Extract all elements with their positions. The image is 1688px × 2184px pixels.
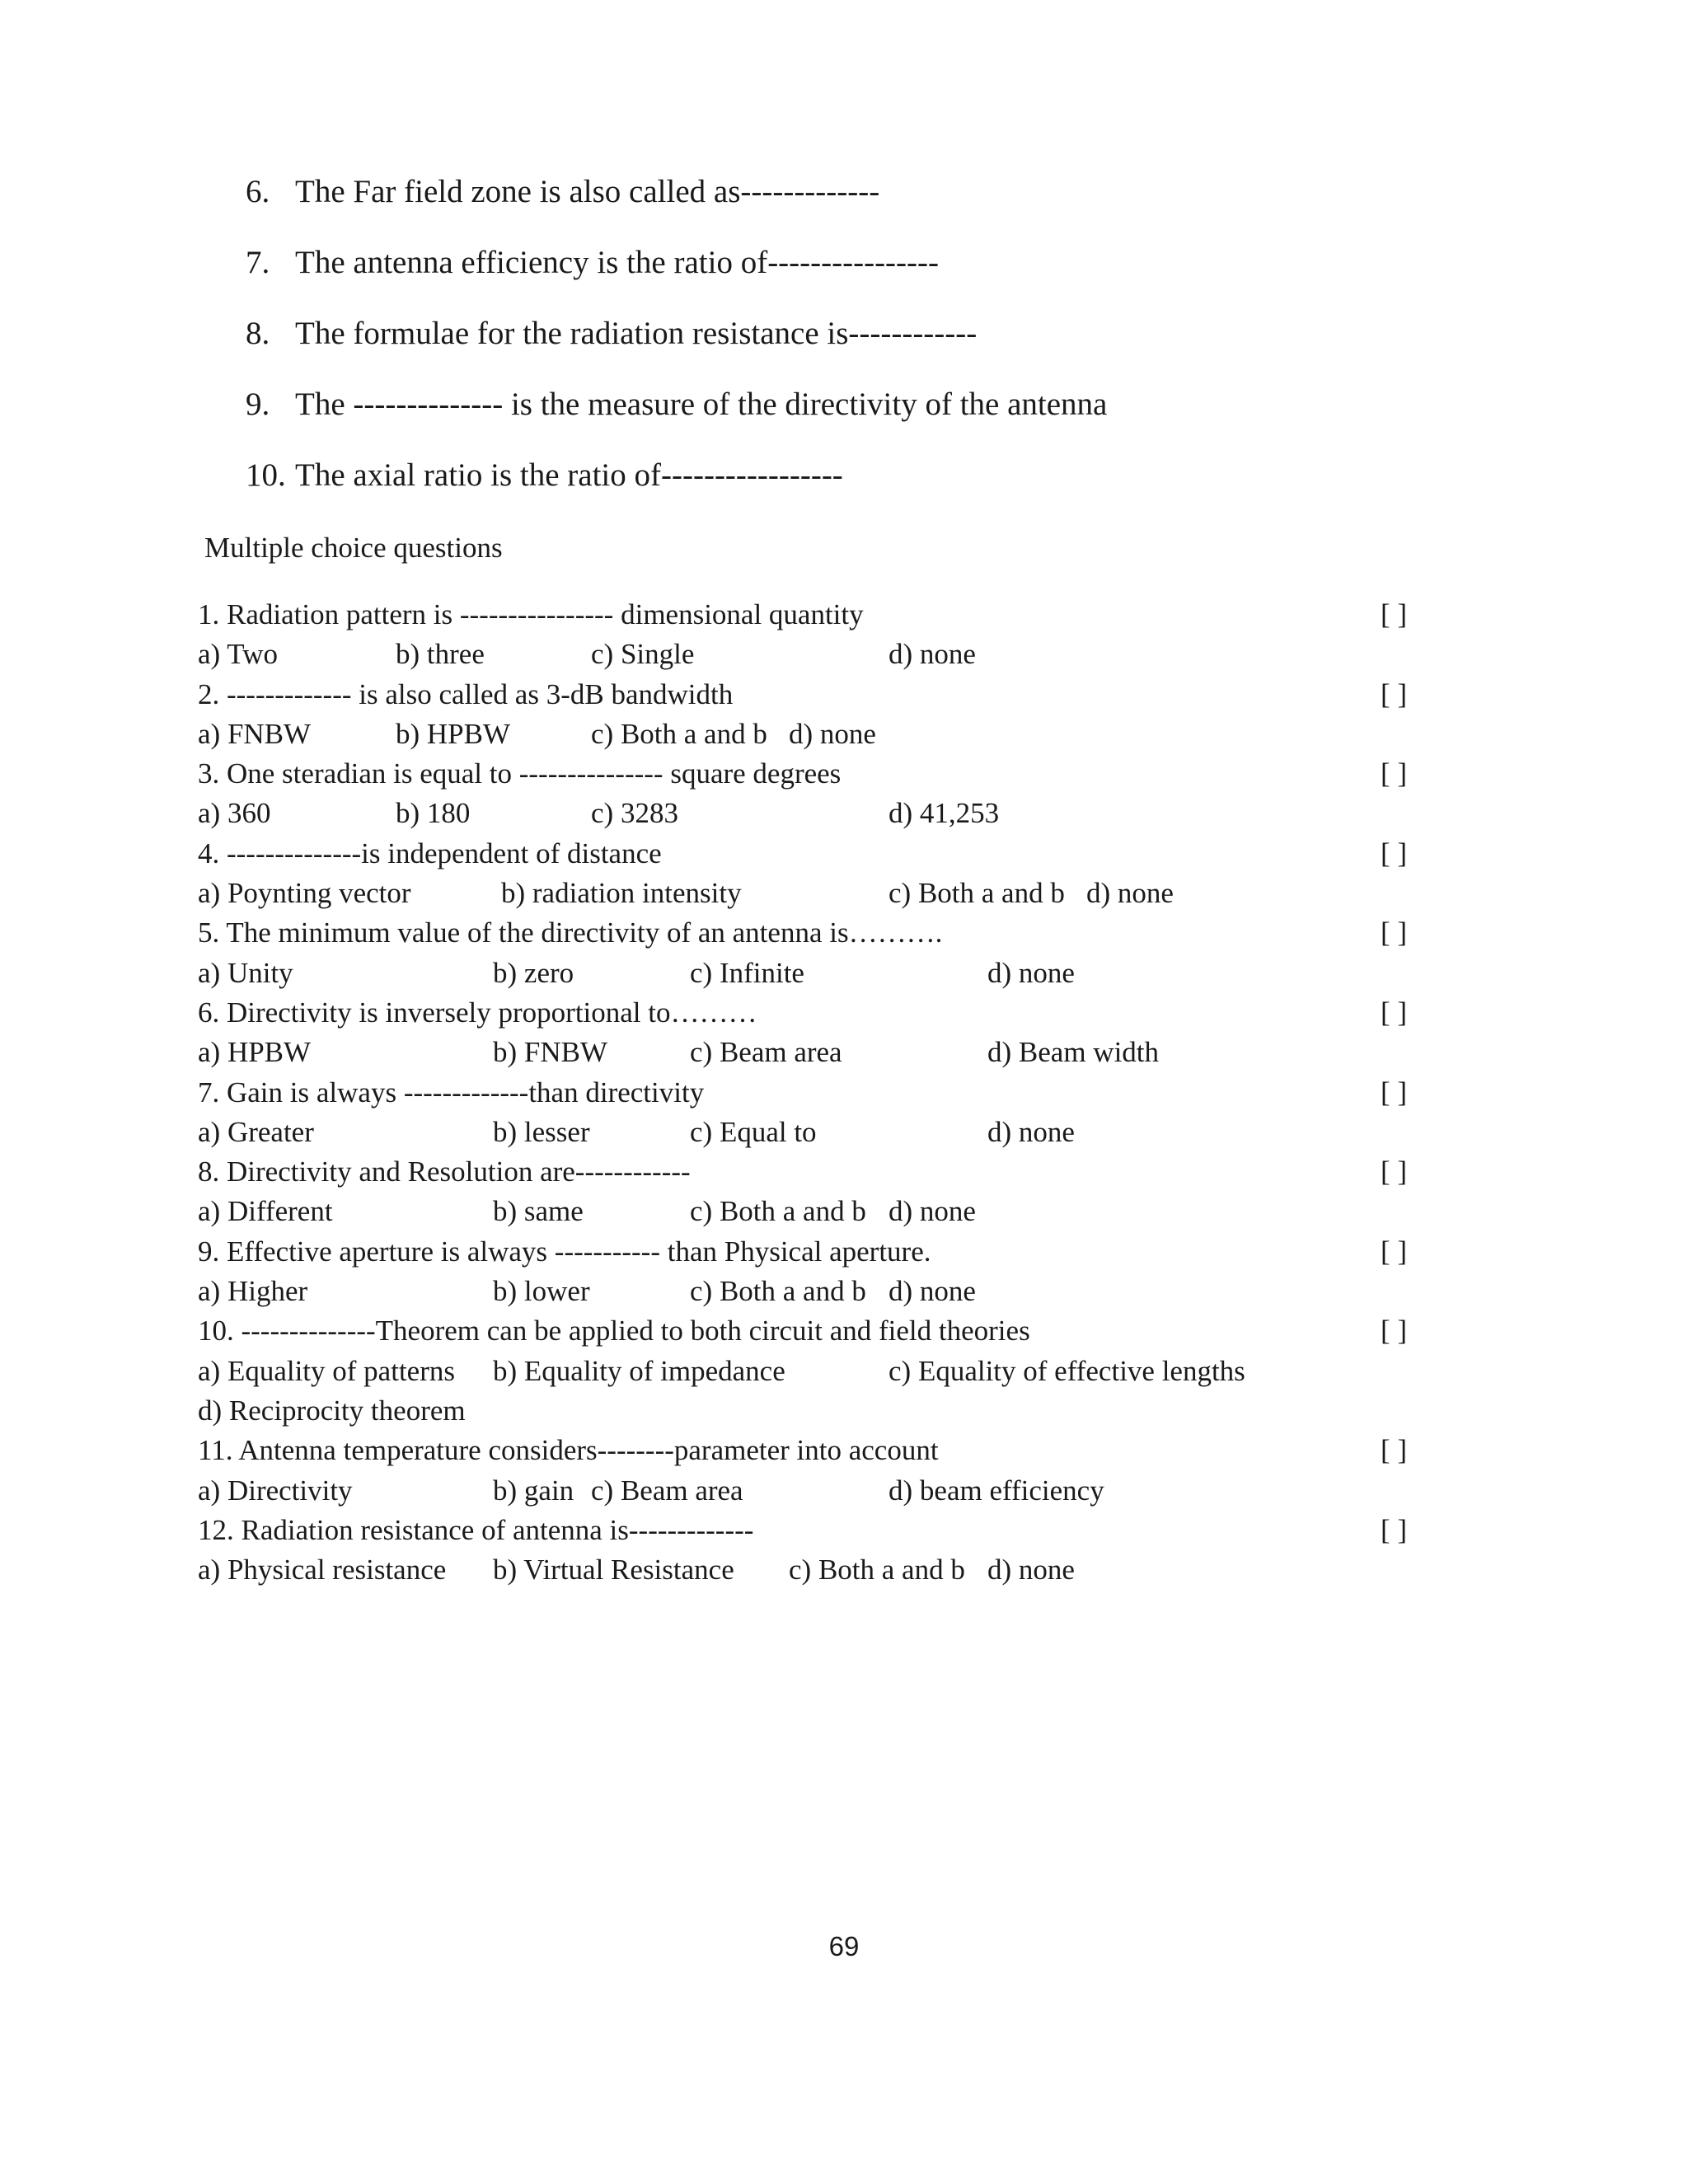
item-number: 10. bbox=[246, 457, 286, 493]
section-heading: Multiple choice questions bbox=[204, 532, 503, 564]
answer-bracket: [ ] bbox=[1381, 837, 1408, 869]
option-a: a) Poynting vector bbox=[198, 877, 411, 910]
options-row bbox=[198, 1272, 1434, 1311]
option-b: b) FNBW bbox=[493, 1036, 608, 1069]
options-row bbox=[198, 1113, 1434, 1152]
answer-bracket: [ ] bbox=[1381, 757, 1408, 790]
option-b: b) Virtual Resistance bbox=[493, 1554, 734, 1586]
options-row bbox=[198, 954, 1434, 993]
option-a: a) FNBW bbox=[198, 717, 312, 750]
option-d: d) none bbox=[987, 1115, 1075, 1148]
option-a: a) Two bbox=[198, 638, 279, 671]
option-b: b) 180 bbox=[396, 797, 471, 830]
option-c: c) 3283 bbox=[591, 797, 678, 830]
question-row bbox=[198, 1431, 1434, 1470]
item-number: 8. bbox=[246, 316, 270, 351]
option-c: c) Single bbox=[591, 638, 695, 671]
options-row bbox=[198, 1391, 1434, 1431]
option-a: a) Different bbox=[198, 1195, 333, 1228]
options-row bbox=[198, 1192, 1434, 1231]
answer-bracket: [ ] bbox=[1381, 677, 1408, 710]
options-row bbox=[198, 1352, 1434, 1391]
item-number: 9. bbox=[246, 387, 270, 422]
option-a: a) HPBW bbox=[198, 1036, 312, 1069]
options-row bbox=[198, 1550, 1434, 1590]
question-text: 3. One steradian is equal to --------------- square degrees bbox=[198, 757, 842, 790]
options-row bbox=[198, 794, 1434, 833]
option-b: b) three bbox=[396, 638, 485, 671]
option-d: d) none bbox=[789, 717, 876, 750]
option-b: b) zero bbox=[493, 956, 574, 989]
item-text: The -------------- is the measure of the directivity of the antenna bbox=[295, 387, 1108, 422]
option-c: c) Both a and b bbox=[591, 717, 767, 750]
fill-blank-item bbox=[246, 308, 1482, 379]
question-row bbox=[198, 1511, 1434, 1550]
option-b: b) radiation intensity bbox=[501, 877, 742, 910]
option-b: b) same bbox=[493, 1195, 584, 1228]
question-text: 4. --------------is independent of distance bbox=[198, 837, 662, 869]
option-d: d) beam efficiency bbox=[889, 1474, 1104, 1507]
item-number: 6. bbox=[246, 174, 270, 209]
question-text: 8. Directivity and Resolution are------------ bbox=[198, 1155, 691, 1188]
question-text: 9. Effective aperture is always ----------- than Physical aperture. bbox=[198, 1235, 931, 1268]
option-a: a) Equality of patterns bbox=[198, 1354, 455, 1387]
option-c: c) Both a and b bbox=[889, 877, 1065, 910]
question-row bbox=[198, 913, 1434, 953]
question-text: 12. Radiation resistance of antenna is------------- bbox=[198, 1513, 754, 1546]
fill-blank-item bbox=[246, 379, 1482, 450]
option-b: b) lower bbox=[493, 1275, 590, 1308]
option-a: a) Higher bbox=[198, 1275, 308, 1308]
answer-bracket: [ ] bbox=[1381, 598, 1408, 630]
question-text: 2. ------------- is also called as 3-dB bandwidth bbox=[198, 677, 734, 710]
option-d: d) 41,253 bbox=[889, 797, 1000, 830]
item-text: The antenna efficiency is the ratio of---------------- bbox=[295, 245, 939, 280]
fill-blank-item bbox=[246, 166, 1482, 237]
option-a: a) 360 bbox=[198, 797, 271, 830]
answer-bracket: [ ] bbox=[1381, 1235, 1408, 1268]
answer-bracket: [ ] bbox=[1381, 916, 1408, 949]
option-a: a) Greater bbox=[198, 1115, 314, 1148]
answer-bracket: [ ] bbox=[1381, 996, 1408, 1029]
option-b: b) HPBW bbox=[396, 717, 511, 750]
option-c: c) Both a and b bbox=[690, 1275, 866, 1308]
options-row bbox=[198, 1471, 1434, 1511]
option-d: d) none bbox=[1086, 877, 1174, 910]
question-row bbox=[198, 675, 1434, 715]
answer-bracket: [ ] bbox=[1381, 1315, 1408, 1347]
option-d: d) none bbox=[889, 638, 976, 671]
question-text: 11. Antenna temperature considers--------parameter into account bbox=[198, 1434, 939, 1467]
option-c: c) Beam area bbox=[690, 1036, 842, 1069]
question-row bbox=[198, 595, 1434, 635]
page-number: 69 bbox=[828, 1931, 860, 1961]
question-text: 1. Radiation pattern is ---------------- dimensional quantity bbox=[198, 598, 864, 630]
item-number: 7. bbox=[246, 245, 270, 280]
option-b: b) Equality of impedance bbox=[493, 1354, 785, 1387]
answer-bracket: [ ] bbox=[1381, 1513, 1408, 1546]
option-d: d) none bbox=[889, 1275, 976, 1308]
item-text: The axial ratio is the ratio of----------------- bbox=[295, 457, 843, 493]
option-c: c) Both a and b bbox=[690, 1195, 866, 1228]
question-text: 10. --------------Theorem can be applied to both circuit and field theories bbox=[198, 1315, 1030, 1347]
question-text: 7. Gain is always -------------than directivity bbox=[198, 1076, 705, 1108]
item-text: The formulae for the radiation resistance is------------ bbox=[295, 316, 978, 351]
options-row bbox=[198, 715, 1434, 754]
option-a: a) Physical resistance bbox=[198, 1554, 447, 1586]
option-c: c) Equality of effective lengths bbox=[889, 1354, 1245, 1387]
option-c: c) Both a and b bbox=[789, 1554, 965, 1586]
option-d: d) none bbox=[987, 1554, 1075, 1586]
question-text: 5. The minimum value of the directivity of an antenna is………. bbox=[198, 916, 943, 949]
option-b: b) lesser bbox=[493, 1115, 590, 1148]
options-row bbox=[198, 1033, 1434, 1072]
fill-in-the-blank-list bbox=[246, 166, 1482, 521]
question-row bbox=[198, 1073, 1434, 1113]
option-b: b) gain bbox=[493, 1474, 574, 1507]
option-c: c) Beam area bbox=[591, 1474, 743, 1507]
option-c: c) Infinite bbox=[690, 956, 804, 989]
option-c: c) Equal to bbox=[690, 1115, 817, 1148]
option-d: d) none bbox=[889, 1195, 976, 1228]
question-row bbox=[198, 754, 1434, 794]
question-row bbox=[198, 993, 1434, 1033]
answer-bracket: [ ] bbox=[1381, 1434, 1408, 1467]
option-d: d) Reciprocity theorem bbox=[198, 1394, 466, 1427]
option-d: d) none bbox=[987, 956, 1075, 989]
multiple-choice-list bbox=[198, 595, 1434, 1590]
option-d: d) Beam width bbox=[987, 1036, 1160, 1069]
question-row bbox=[198, 1232, 1434, 1272]
options-row bbox=[198, 874, 1434, 913]
fill-blank-item bbox=[246, 450, 1482, 521]
question-row bbox=[198, 1152, 1434, 1192]
option-a: a) Unity bbox=[198, 956, 293, 989]
item-text: The Far field zone is also called as------------- bbox=[295, 174, 880, 209]
question-row bbox=[198, 834, 1434, 874]
fill-blank-item bbox=[246, 237, 1482, 308]
option-a: a) Directivity bbox=[198, 1474, 353, 1507]
answer-bracket: [ ] bbox=[1381, 1076, 1408, 1108]
answer-bracket: [ ] bbox=[1381, 1155, 1408, 1188]
question-row bbox=[198, 1311, 1434, 1351]
options-row bbox=[198, 635, 1434, 674]
question-text: 6. Directivity is inversely proportional to……… bbox=[198, 996, 757, 1029]
